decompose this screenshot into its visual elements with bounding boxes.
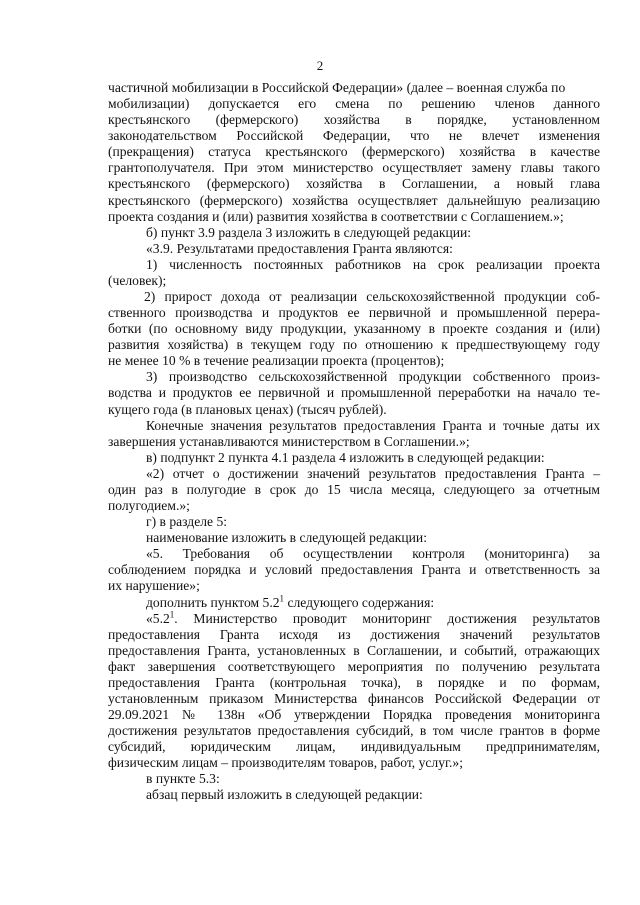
text-line: 2) прирост дохода от реализации сельскохозяйственной продукции соб- (144, 289, 600, 305)
text-line: завершения устанавливаются министерством в Соглашении.»; (108, 433, 470, 449)
text-line: грантополучателя. При этом министерство осуществляет замену главы такого (108, 160, 600, 176)
text-line: развития хозяйства) в текущем году по отношению к предшествующему году (108, 337, 600, 353)
text-line-with-superscript (108, 611, 600, 627)
text-segment: «5.2 (146, 610, 170, 626)
text-line: частичной мобилизации в Российской Федерации» (далее – военная служба по (108, 80, 566, 95)
text-line: не менее 10 % в течение реализации проекта (процентов); (108, 353, 445, 369)
text-line: 29.09.2021 № 138н «Об утверждении Порядка проведения мониторинга (108, 707, 600, 723)
text-line: физическим лицам – производителям товаров, работ, услуг.»; (108, 755, 464, 771)
text-line: факт завершения соответствующего мероприятия по получению результата (108, 658, 600, 674)
text-line: установленным приказом Министерства финансов Российской Федерации от (108, 690, 600, 706)
text-line: крестьянского (фермерского) хозяйства в Соглашении, а новый глава (108, 176, 600, 192)
text-line: ботки (по основному виду продукции, указанному в проекте создания и (или) (108, 321, 600, 337)
text-line: их нарушение»; (108, 578, 200, 594)
text-line: абзац первый изложить в следующей редакции: (146, 787, 423, 803)
text-line: полугодием.»; (108, 498, 190, 514)
text-line: предоставления Гранта, установленных в Соглашении, и событий, отражающих (108, 642, 600, 658)
text-line: Конечные значения результатов предоставления Гранта и точные даты их (146, 417, 600, 433)
text-line: г) в разделе 5: (146, 514, 228, 530)
text-line: наименование изложить в следующей редакции: (146, 530, 427, 546)
text-line: в пункте 5.3: (146, 771, 220, 787)
text-line: мобилизации) допускается его смена по решению членов данного (108, 96, 600, 112)
text-line: субсидий, юридическим лицам, индивидуальным предпринимателям, (108, 739, 600, 755)
superscript: 1 (279, 592, 285, 603)
text-line: предоставления Гранта исходя из достижения значений результатов (108, 626, 600, 642)
text-line: крестьянского (фермерского) хозяйства осуществляет дальнейшую реализацию (108, 192, 600, 208)
text-line: б) пункт 3.9 раздела 3 изложить в следующей редакции: (146, 224, 472, 240)
text-line: водства и продуктов ее первичной и промышленной переработки на начало те- (108, 385, 600, 401)
superscript: 1 (169, 609, 175, 620)
document-body (108, 80, 600, 804)
text-line: кущего года (в плановых ценах) (тысяч рублей). (108, 401, 387, 417)
text-line: «2) отчет о достижении значений результатов предоставления Гранта – (146, 465, 600, 481)
text-line-with-superscript (108, 592, 600, 611)
text-line: (человек); (108, 272, 167, 288)
text-line: (прекращения) статуса крестьянского (фермерского) хозяйства в качестве (108, 144, 600, 160)
text-line: проекта создания и (или) развития хозяйства в соответствии с Соглашением.»; (108, 208, 564, 224)
text-line: достижения результатов предоставления субсидий, в том числе грантов в форме (108, 723, 600, 739)
text-line: один раз в полугодие в срок до 15 числа месяца, следующего за отчетным (108, 481, 600, 497)
text-line: предоставления Гранта (контрольная точка), в порядке и по формам, (108, 674, 600, 690)
text-line: соблюдением порядка и условий предоставления Гранта и ответственность за (108, 562, 600, 578)
text-line: крестьянского (фермерского) хозяйства в порядке, установленном (108, 112, 600, 128)
text-line: 1) численность постоянных работников на срок реализации проекта (146, 256, 600, 272)
text-line: «3.9. Результатами предоставления Гранта являются: (146, 240, 453, 256)
text-segment: следующего содержания: (284, 594, 435, 610)
text-line: в) подпункт 2 пункта 4.1 раздела 4 изложить в следующей редакции: (146, 449, 545, 465)
text-segment: дополнить пунктом 5.2 (146, 594, 280, 610)
text-line: 3) производство сельскохозяйственной продукции собственного произ- (146, 369, 600, 385)
text-line: законодательством Российской Федерации, что не влечет изменения (108, 128, 600, 144)
text-line: «5. Требования об осуществлении контроля (мониторинга) за (146, 546, 600, 562)
page-number: 2 (316, 58, 324, 73)
text-line: ственного производства и продуктов ее первичной и промышленной перера- (108, 305, 600, 321)
text-segment: . Министерство проводит мониторинг достижения результатов (174, 610, 600, 626)
